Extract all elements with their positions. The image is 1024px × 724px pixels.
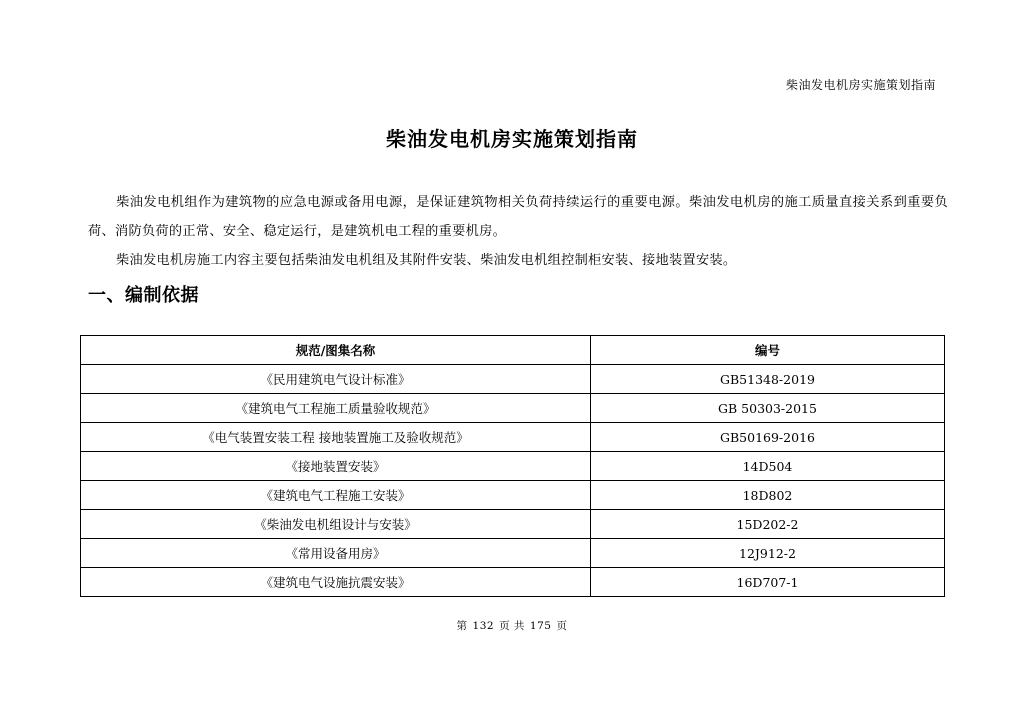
spec-code-cell: GB 50303-2015 bbox=[591, 394, 945, 423]
footer-page-mid: 页 共 bbox=[499, 620, 525, 632]
intro-paragraph-2 bbox=[88, 246, 948, 275]
intro-paragraph-1-text: 柴油发电机组作为建筑物的应急电源或备用电源，是保证建筑物相关负荷持续运行的重要电源。柴油发电机房的施工质量直接关系到重要负荷、消防负荷的正常、安全、稳定运行，是建筑机电工程的重要机房。 bbox=[88, 195, 948, 240]
table-row bbox=[81, 539, 945, 568]
column-header-name: 规范/图集名称 bbox=[81, 336, 591, 365]
page-title: 柴油发电机房实施策划指南 bbox=[386, 127, 638, 151]
table-row bbox=[81, 568, 945, 597]
footer-total-pages: 175 bbox=[529, 620, 552, 632]
spec-name-cell: 《建筑电气工程施工质量验收规范》 bbox=[81, 394, 591, 423]
spec-code-cell: 12J912-2 bbox=[591, 539, 945, 568]
spec-code-cell: 15D202-2 bbox=[591, 510, 945, 539]
table-row bbox=[81, 510, 945, 539]
intro-paragraph-2-text: 柴油发电机房施工内容主要包括柴油发电机组及其附件安装、柴油发电机组控制柜安装、接地装置安装。 bbox=[116, 253, 737, 269]
footer-page-prefix: 第 bbox=[456, 620, 468, 632]
table-row bbox=[81, 452, 945, 481]
spec-name-cell: 《接地装置安装》 bbox=[81, 452, 591, 481]
spec-code-cell: 14D504 bbox=[591, 452, 945, 481]
table-row bbox=[81, 365, 945, 394]
header-rule bbox=[80, 97, 944, 98]
table-header-row bbox=[81, 336, 945, 365]
intro-paragraph-1 bbox=[88, 188, 948, 246]
table-row bbox=[81, 481, 945, 510]
footer-page-suffix: 页 bbox=[556, 620, 568, 632]
spec-code-cell: 18D802 bbox=[591, 481, 945, 510]
spec-name-cell: 《建筑电气工程施工安装》 bbox=[81, 481, 591, 510]
column-header-code: 编号 bbox=[591, 336, 945, 365]
running-header-title: 柴油发电机房实施策划指南 bbox=[785, 78, 936, 92]
spec-code-cell: GB50169-2016 bbox=[591, 423, 945, 452]
section-heading-basis: 一、编制依据 bbox=[88, 285, 199, 306]
spec-name-cell: 《民用建筑电气设计标准》 bbox=[81, 365, 591, 394]
footer-page-number: 132 bbox=[472, 620, 495, 632]
spec-code-cell: 16D707-1 bbox=[591, 568, 945, 597]
spec-name-cell: 《常用设备用房》 bbox=[81, 539, 591, 568]
spec-name-cell: 《柴油发电机组设计与安装》 bbox=[81, 510, 591, 539]
page-footer bbox=[0, 620, 1024, 632]
spec-code-cell: GB51348-2019 bbox=[591, 365, 945, 394]
spec-table bbox=[80, 335, 945, 597]
table-row bbox=[81, 423, 945, 452]
table-row bbox=[81, 394, 945, 423]
spec-name-cell: 《电气装置安装工程 接地装置施工及验收规范》 bbox=[81, 423, 591, 452]
spec-name-cell: 《建筑电气设施抗震安装》 bbox=[81, 568, 591, 597]
